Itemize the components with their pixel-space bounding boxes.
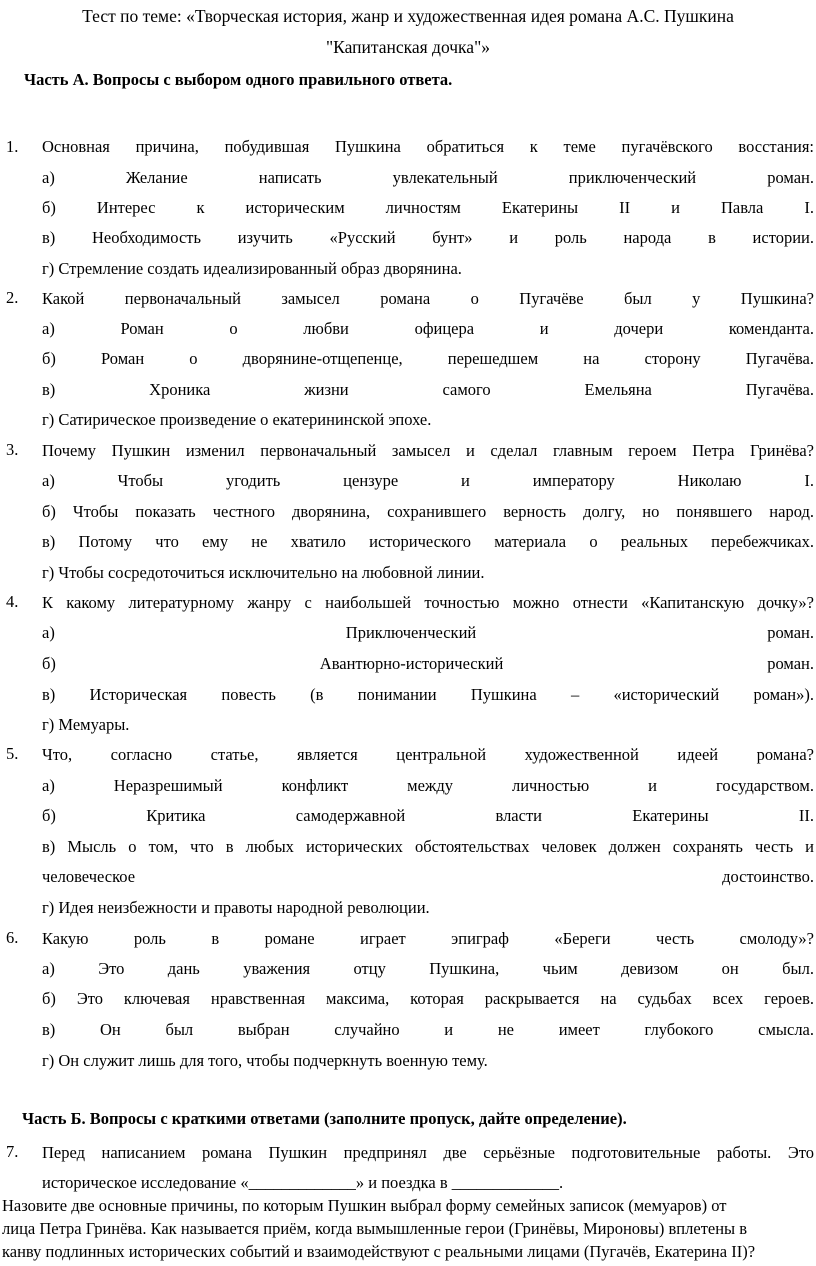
question-number: 3. — [6, 440, 19, 459]
question-text-cont: историческое исследование «_____________» и поездка в _____________. — [42, 1173, 564, 1192]
answer-option: в) Необходимость изучить «Русский бунт» и роль народа в истории. — [42, 228, 814, 247]
answer-option: б) Чтобы показать честного дворянина, сохранившего верность долгу, но понявшего народ. — [42, 502, 814, 521]
answer-option: в) Мысль о том, что в любых исторических обстоятельствах человек должен сохранять честь и — [42, 837, 814, 856]
answer-option: г) Сатирическое произведение о екатерининской эпохе. — [42, 410, 432, 429]
part-a-heading: Часть А. Вопросы с выбором одного правильного ответа. — [24, 70, 453, 89]
question-number: 2. — [6, 288, 19, 307]
answer-option: в) Он был выбран случайно и не имеет глубокого смысла. — [42, 1020, 814, 1039]
paragraph-line: Назовите две основные причины, по которым Пушкин выбрал форму семейных записок (мемуаров) от — [2, 1196, 727, 1215]
answer-option: г) Стремление создать идеализированный образ дворянина. — [42, 259, 462, 278]
question-text: К какому литературному жанру с наибольшей точностью можно отнести «Капитанскую дочку»? — [42, 593, 814, 612]
answer-option: а) Желание написать увлекательный приключенческий роман. — [42, 168, 814, 187]
question-text: Почему Пушкин изменил первоначальный замысел и сделал главным героем Петра Гринёва? — [42, 441, 814, 460]
question-number: 4. — [6, 592, 19, 611]
question-number: 1. — [6, 137, 19, 156]
answer-option: а) Неразрешимый конфликт между личностью и государством. — [42, 776, 814, 795]
question-text: Основная причина, побудившая Пушкина обратиться к теме пугачёвского восстания: — [42, 137, 814, 156]
page-title: Тест по теме: «Творческая история, жанр и художественная идея романа А.С. Пушкина — [82, 6, 734, 26]
answer-option: в) Историческая повесть (в понимании Пушкина – «исторический роман»). — [42, 685, 814, 704]
answer-option: б) Авантюрно-исторический роман. — [42, 654, 814, 673]
answer-option: б) Это ключевая нравственная максима, которая раскрывается на судьбах всех героев. — [42, 989, 814, 1008]
question-text: Перед написанием романа Пушкин предпринял две серьёзные подготовительные работы. Это — [42, 1143, 814, 1162]
answer-option: г) Чтобы сосредоточиться исключительно на любовной линии. — [42, 563, 485, 582]
paragraph-line: лица Петра Гринёва. Как называется приём, когда вымышленные герои (Гринёвы, Мироновы) вплетены в — [2, 1219, 748, 1238]
answer-option: а) Приключенческий роман. — [42, 623, 814, 642]
answer-option: а) Это дань уважения отцу Пушкина, чьим девизом он был. — [42, 959, 814, 978]
answer-option: в) Хроника жизни самого Емельяна Пугачёва. — [42, 380, 814, 399]
answer-option: б) Интерес к историческим личностям Екатерины II и Павла I. — [42, 198, 814, 217]
part-b-heading: Часть Б. Вопросы с краткими ответами (заполните пропуск, дайте определение). — [22, 1109, 627, 1128]
answer-option: а) Роман о любви офицера и дочери коменданта. — [42, 319, 814, 338]
question-text: Что, согласно статье, является центральной художественной идеей романа? — [42, 745, 814, 764]
question-text: Какой первоначальный замысел романа о Пугачёве был у Пушкина? — [42, 289, 814, 308]
paragraph-line: канву подлинных исторических событий и взаимодействуют с реальными лицами (Пугачёв, Екатерина II)? — [2, 1242, 756, 1261]
page-title-cont: "Капитанская дочка"» — [326, 37, 490, 57]
question-number: 7. — [6, 1142, 19, 1161]
answer-option: г) Мемуары. — [42, 715, 130, 734]
answer-option-cont: человеческое достоинство. — [42, 867, 814, 886]
answer-option: б) Роман о дворянине-отщепенце, перешедшем на сторону Пугачёва. — [42, 349, 814, 368]
answer-option: в) Потому что ему не хватило исторического материала о реальных перебежчиках. — [42, 532, 814, 551]
answer-option: г) Он служит лишь для того, чтобы подчеркнуть военную тему. — [42, 1051, 488, 1070]
answer-option: б) Критика самодержавной власти Екатерины II. — [42, 806, 814, 825]
question-number: 5. — [6, 744, 19, 763]
question-number: 6. — [6, 928, 19, 947]
answer-option: г) Идея неизбежности и правоты народной революции. — [42, 898, 430, 917]
question-text: Какую роль в романе играет эпиграф «Береги честь смолоду»? — [42, 929, 814, 948]
answer-option: а) Чтобы угодить цензуре и императору Николаю I. — [42, 471, 814, 490]
